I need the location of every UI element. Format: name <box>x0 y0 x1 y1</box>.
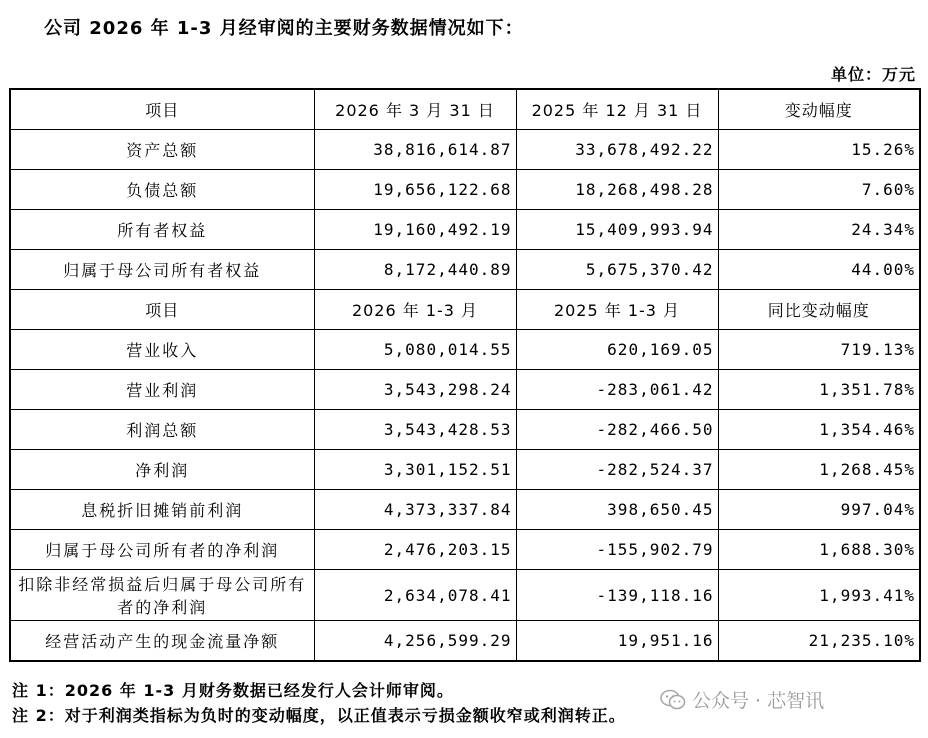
page-title: 公司 2026 年 1-3 月经审阅的主要财务数据情况如下： <box>44 18 524 39</box>
value-cell: 15,409,993.94 <box>516 210 718 250</box>
table-row <box>10 370 920 410</box>
value-cell: 1,354.46% <box>718 410 920 450</box>
value-cell: 4,373,337.84 <box>314 490 516 530</box>
row-label: 净利润 <box>10 450 314 490</box>
value-cell: 15.26% <box>718 130 920 170</box>
value-cell: 2,634,078.41 <box>314 570 516 621</box>
row-label: 扣除非经常损益后归属于母公司所有者的净利润 <box>10 570 314 621</box>
table-row <box>10 530 920 570</box>
note-2: 注 2：对于利润类指标为负时的变动幅度，以正值表示亏损金额收窄或利润转正。 <box>12 706 626 725</box>
watermark-text: 公众号 · 芯智讯 <box>692 690 825 712</box>
value-cell: 719.13% <box>718 330 920 370</box>
unit-label: 单位：万元 <box>830 65 916 84</box>
financial-table <box>9 88 921 662</box>
header-cell: 2026 年 1-3 月 <box>314 290 516 330</box>
value-cell: 21,235.10% <box>718 621 920 662</box>
row-label: 营业利润 <box>10 370 314 410</box>
row-label: 利润总额 <box>10 410 314 450</box>
value-cell: 19,656,122.68 <box>314 170 516 210</box>
value-cell: -282,524.37 <box>516 450 718 490</box>
value-cell: 3,301,152.51 <box>314 450 516 490</box>
row-label: 资产总额 <box>10 130 314 170</box>
table-row <box>10 570 920 621</box>
value-cell: -283,061.42 <box>516 370 718 410</box>
table-row <box>10 490 920 530</box>
table-row <box>10 450 920 490</box>
value-cell: 1,993.41% <box>718 570 920 621</box>
table-row <box>10 250 920 290</box>
table-row <box>10 621 920 662</box>
header-cell: 同比变动幅度 <box>718 290 920 330</box>
row-label: 所有者权益 <box>10 210 314 250</box>
value-cell: 4,256,599.29 <box>314 621 516 662</box>
value-cell: 620,169.05 <box>516 330 718 370</box>
value-cell: 2,476,203.15 <box>314 530 516 570</box>
value-cell: -139,118.16 <box>516 570 718 621</box>
value-cell: -155,902.79 <box>516 530 718 570</box>
header-cell: 2026 年 3 月 31 日 <box>314 89 516 130</box>
table-header-row <box>10 89 920 130</box>
value-cell: 19,160,492.19 <box>314 210 516 250</box>
value-cell: 24.34% <box>718 210 920 250</box>
value-cell: 44.00% <box>718 250 920 290</box>
value-cell: 5,080,014.55 <box>314 330 516 370</box>
row-label: 归属于母公司所有者的净利润 <box>10 530 314 570</box>
row-label: 经营活动产生的现金流量净额 <box>10 621 314 662</box>
row-label: 营业收入 <box>10 330 314 370</box>
watermark <box>660 686 824 713</box>
table-row <box>10 330 920 370</box>
note-1: 注 1：2026 年 1-3 月财务数据已经发行人会计师审阅。 <box>12 681 454 700</box>
value-cell: 3,543,428.53 <box>314 410 516 450</box>
header-cell: 2025 年 1-3 月 <box>516 290 718 330</box>
header-cell: 项目 <box>10 89 314 130</box>
table-row <box>10 170 920 210</box>
value-cell: 33,678,492.22 <box>516 130 718 170</box>
row-label: 负债总额 <box>10 170 314 210</box>
header-cell: 2025 年 12 月 31 日 <box>516 89 718 130</box>
value-cell: 38,816,614.87 <box>314 130 516 170</box>
value-cell: -282,466.50 <box>516 410 718 450</box>
value-cell: 19,951.16 <box>516 621 718 662</box>
value-cell: 1,268.45% <box>718 450 920 490</box>
table-row <box>10 130 920 170</box>
value-cell: 8,172,440.89 <box>314 250 516 290</box>
wechat-icon <box>660 689 686 711</box>
notes <box>12 678 626 728</box>
value-cell: 997.04% <box>718 490 920 530</box>
value-cell: 7.60% <box>718 170 920 210</box>
table-row <box>10 210 920 250</box>
table-row <box>10 410 920 450</box>
header-cell: 项目 <box>10 290 314 330</box>
header-cell: 变动幅度 <box>718 89 920 130</box>
value-cell: 1,351.78% <box>718 370 920 410</box>
value-cell: 5,675,370.42 <box>516 250 718 290</box>
value-cell: 398,650.45 <box>516 490 718 530</box>
table-header-row <box>10 290 920 330</box>
value-cell: 3,543,298.24 <box>314 370 516 410</box>
value-cell: 1,688.30% <box>718 530 920 570</box>
value-cell: 18,268,498.28 <box>516 170 718 210</box>
row-label: 息税折旧摊销前利润 <box>10 490 314 530</box>
row-label: 归属于母公司所有者权益 <box>10 250 314 290</box>
